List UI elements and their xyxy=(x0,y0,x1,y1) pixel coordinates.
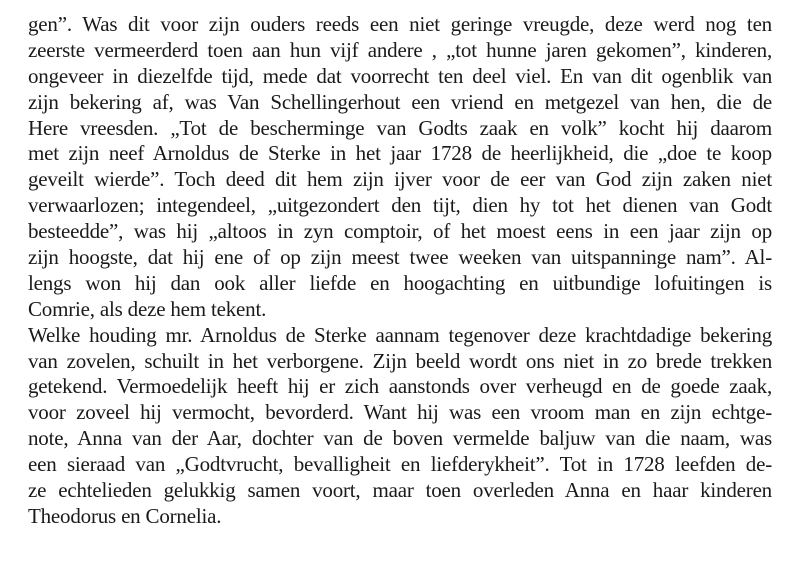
text-line: voor zoveel hij vermocht, bevorderd. Want hij was een vroom man en zijn echtge- xyxy=(28,400,772,425)
text-line: note, Anna van der Aar, dochter van de boven vermelde baljuw van die naam, was xyxy=(28,426,772,451)
text-line: Theodorus en Cornelia. xyxy=(28,503,222,528)
text-line: gen”. Was dit voor zijn ouders reeds een niet geringe vreugde, deze werd nog ten xyxy=(28,12,772,36)
text-line: ongeveer in diezelfde tijd, mede dat voorrecht ten deel viel. En van dit ogenblik van xyxy=(28,63,772,88)
text-line: ze echtelieden gelukkig samen voort, maar toen overleden Anna en haar kinderen xyxy=(28,478,772,503)
text-line: van zovelen, schuilt in het verborgene. Zijn beeld wordt ons niet in zo brede trekken xyxy=(28,348,772,373)
text-line: verwaarlozen; integendeel, „uitgezondert den tijt, dien hy tot het dienen van Godt xyxy=(28,193,772,218)
text-line: zeerste vermeerderd toen aan hun vijf andere , „tot hunne jaren gekomen”, kinderen, xyxy=(28,37,772,62)
text-line: een sieraad van „Godtvrucht, bevalligheit en liefderykheit”. Tot in 1728 leefden de- xyxy=(28,452,772,477)
text-line: besteedde”, was hij „altoos in zyn comptoir, of het moest eens in een jaar zijn op xyxy=(28,219,772,244)
text-line: lengs won hij dan ook aller liefde en hoogachting en uitbundige lofuitingen is xyxy=(28,270,772,295)
document-page xyxy=(28,12,772,530)
paragraph-2 xyxy=(28,323,772,530)
text-line: Here vreesden. „Tot de bescherminge van Godts zaak en volk” kocht hij daarom xyxy=(28,115,772,140)
text-line: zijn hoogste, dat hij ene of op zijn meest twee weeken van uitspanninge nam”. Al- xyxy=(28,245,772,270)
text-line: getekend. Vermoedelijk heeft hij er zich aanstonds over verheugd en de goede zaak, xyxy=(28,374,772,399)
text-line: Comrie, als deze hem tekent. xyxy=(28,296,267,321)
text-line: Welke houding mr. Arnoldus de Sterke aannam tegenover deze krachtdadige bekering xyxy=(28,322,772,347)
text-line: met zijn neef Arnoldus de Sterke in het jaar 1728 de heerlijkheid, die „doe te koop xyxy=(28,141,772,166)
text-line: geveilt wierde”. Toch deed dit hem zijn ijver voor de eer van God zijn zaken niet xyxy=(28,167,772,192)
text-line: zijn bekering af, was Van Schellingerhout een vriend en metgezel van hen, die de xyxy=(28,89,772,114)
paragraph-1 xyxy=(28,12,772,323)
